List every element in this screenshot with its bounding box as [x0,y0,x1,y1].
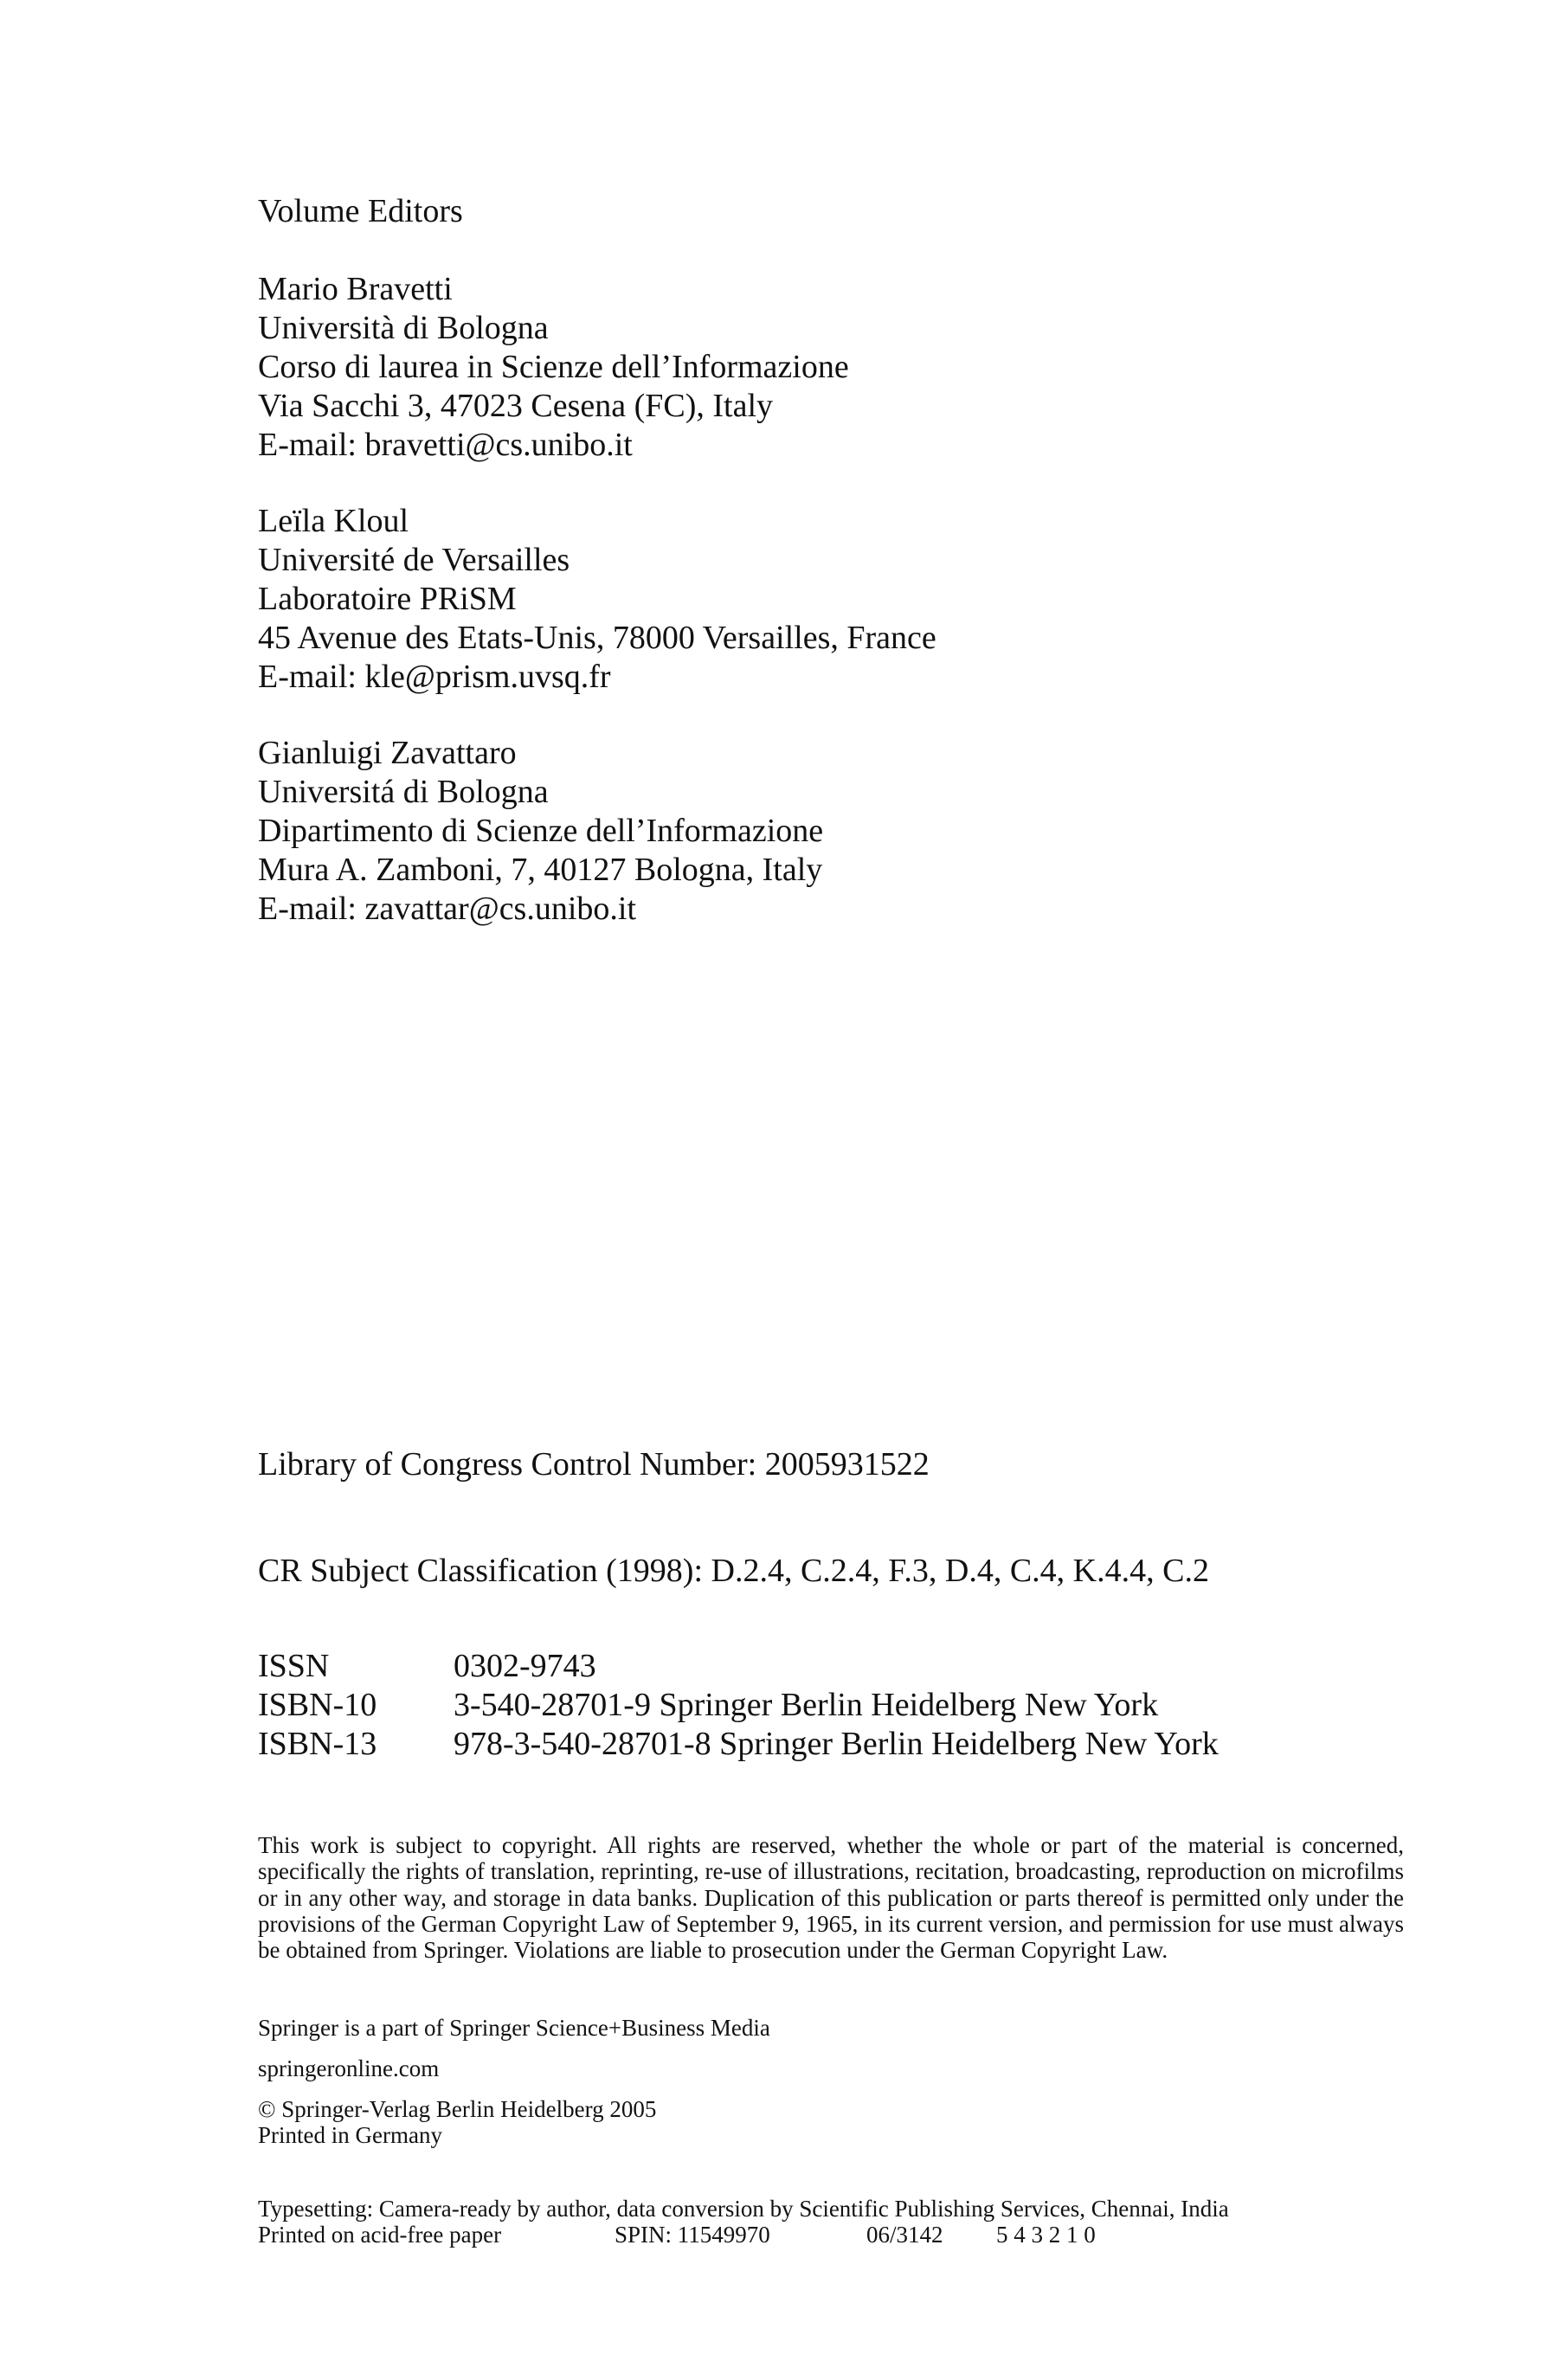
editor-address: Mura A. Zamboni, 7, 40127 Bologna, Italy [258,852,823,888]
copyright-notice [258,1832,1404,1963]
editor-affiliation: Université de Versailles [258,542,570,578]
heading-text: Volume Editors [258,193,463,229]
identifier-label: ISBN-10 [258,1687,377,1723]
printing-row [258,2222,1229,2248]
editor-email: E-mail: kle@prism.uvsq.fr [258,659,611,695]
editor-email: E-mail: zavattar@cs.unibo.it [258,891,637,927]
editor-department: Corso di laurea in Scienze dell’Informazione [258,349,849,385]
editor-name: Leïla Kloul [258,503,409,539]
editor-department: Dipartimento di Scienze dell’Informazione [258,813,824,849]
editor-email: E-mail: bravetti@cs.unibo.it [258,427,633,463]
editor-block-3 [258,734,823,929]
lccn [258,1445,930,1484]
printing-info [258,2196,1229,2248]
identifier-row [258,1647,1219,1686]
identifier-row [258,1686,1219,1725]
springer-part-text: Springer is a part of Springer Science+Business Media [258,2015,770,2041]
editor-department: Laboratoire PRiSM [258,581,517,617]
website [258,2055,439,2081]
editor-affiliation: Universitá di Bologna [258,774,549,810]
identifier-value: 3-540-28701-9 Springer Berlin Heidelberg New York [454,1687,1159,1723]
volume-editors-heading [258,192,463,231]
print-run: 5 4 3 2 1 0 [996,2222,1096,2248]
cr-classification-text: CR Subject Classification (1998): D.2.4, C.2.4, F.3, D.4, C.4, K.4.4, C.2 [258,1553,1209,1589]
printed-in: Printed in Germany [258,2122,442,2148]
copyright-line: © Springer-Verlag Berlin Heidelberg 2005 [258,2096,657,2122]
editor-address: Via Sacchi 3, 47023 Cesena (FC), Italy [258,388,774,424]
typesetting: Typesetting: Camera-ready by author, data conversion by Scientific Publishing Services, Chennai, India [258,2196,1229,2222]
identifier-row [258,1725,1219,1764]
identifier-label: ISSN [258,1648,330,1684]
identifiers-table [258,1647,1219,1764]
editor-affiliation: Università di Bologna [258,310,549,346]
editor-name: Gianluigi Zavattaro [258,735,517,771]
identifier-value: 978-3-540-28701-8 Springer Berlin Heidelberg New York [454,1726,1219,1762]
spin-number: SPIN: 11549970 [615,2222,770,2248]
springer-part [258,2015,770,2041]
identifier-label: ISBN-13 [258,1726,377,1762]
editor-block-2 [258,502,936,697]
website-link[interactable]: springeronline.com [258,2055,440,2081]
copyright-block [258,2096,656,2148]
cr-classification [258,1552,1209,1591]
lccn-text: Library of Congress Control Number: 2005931522 [258,1446,930,1483]
copyright-notice-text: This work is subject to copyright. All rights are reserved, whether the whole or part of the material is concerned, specifically the rights of translation, reprinting, re-use of illustrations, recitation, broadcasting, reproduction on microfilms or in any other way, and storage in data banks. Duplication of this publication or parts thereof is permitted only under the provisions of the German Copyright Law of September 9, 1965, in its current version, and permission for use must always be obtained from Springer. Violations are liable to prosecution under the German Copyright Law. [258,1832,1404,1964]
identifier-value: 0302-9743 [454,1648,596,1684]
print-code: 06/3142 [866,2222,943,2248]
paper-note: Printed on acid-free paper [258,2222,502,2248]
editor-name: Mario Bravetti [258,271,453,307]
editor-address: 45 Avenue des Etats-Unis, 78000 Versailles, France [258,620,936,656]
editor-block-1 [258,270,849,465]
